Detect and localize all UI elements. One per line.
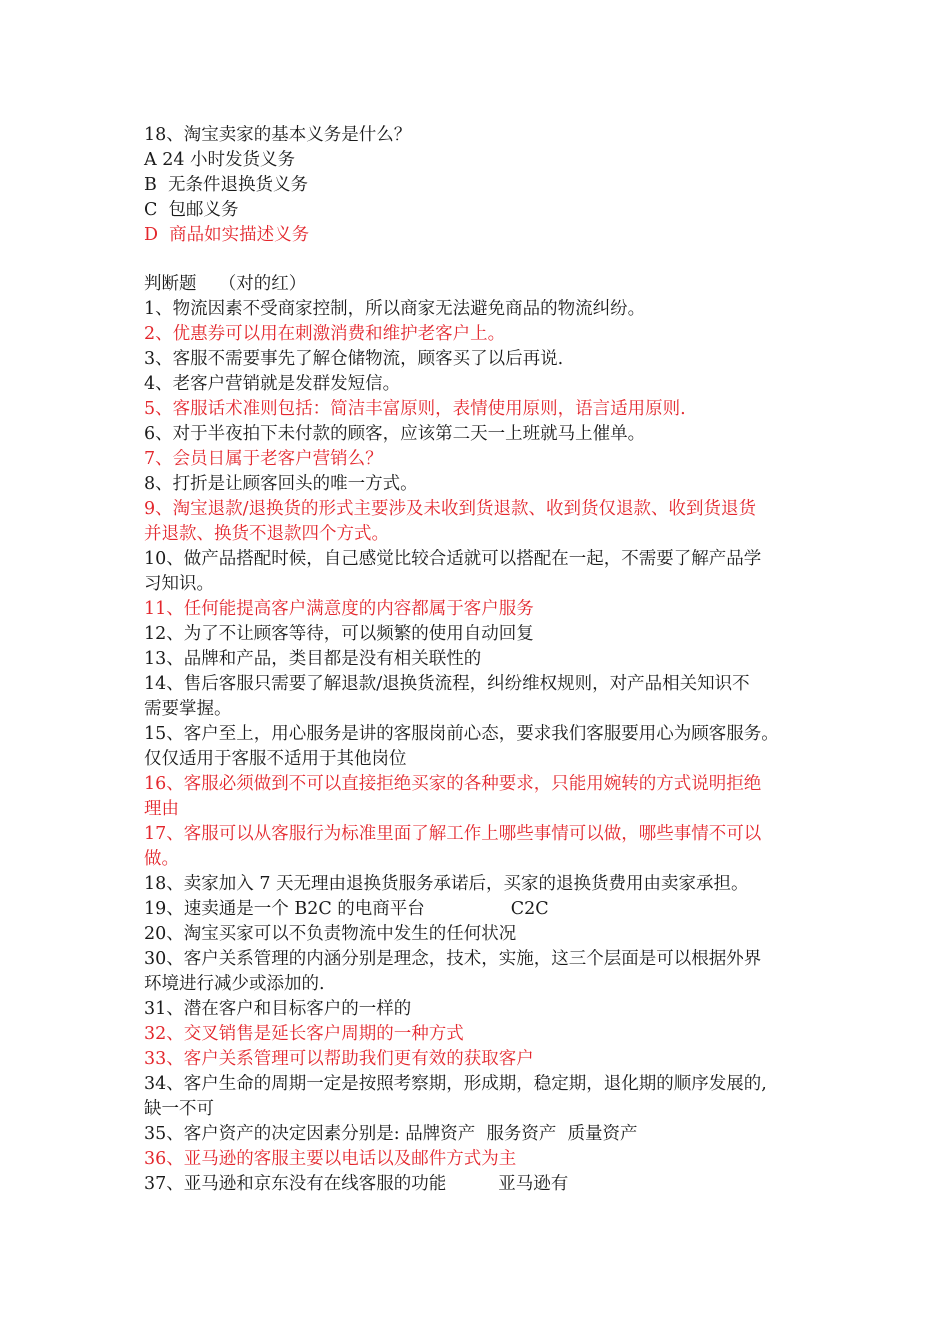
judgment-text: 7、会员日属于老客户营销么？ — [144, 449, 383, 469]
judgment-line — [144, 322, 816, 347]
judgment-text: 15、客户至上，用心服务是讲的客服岗前心态，要求我们客服要用心为顾客服务。 — [144, 724, 779, 744]
judgment-line — [144, 772, 816, 797]
answer-option: D 商品如实描述义务 — [144, 225, 310, 245]
question-18-block — [144, 123, 816, 248]
answer-option: A 24 小时发货义务 — [144, 150, 296, 170]
judgment-line — [144, 747, 816, 772]
judgment-text: 环境进行减少或添加的. — [144, 974, 325, 994]
judgment-line — [144, 722, 816, 747]
answer-option: C 包邮义务 — [144, 200, 239, 220]
judgment-text: 需要掌握。 — [144, 699, 232, 719]
judgment-text: 17、客服可以从客服行为标准里面了解工作上哪些事情可以做，哪些事情不可以 — [144, 824, 762, 844]
section-gap — [144, 248, 816, 272]
judgment-line — [144, 1072, 816, 1097]
judgment-text: 3、客服不需要事先了解仓储物流，顾客买了以后再说. — [144, 349, 564, 369]
judgment-line — [144, 1097, 816, 1122]
judgment-text: 16、客服必须做到不可以直接拒绝买家的各种要求，只能用婉转的方式说明拒绝 — [144, 774, 762, 794]
judgment-text: 12、为了不让顾客等待，可以频繁的使用自动回复 — [144, 624, 534, 644]
judgment-text: 并退款、换货不退款四个方式。 — [144, 524, 389, 544]
judgment-line — [144, 447, 816, 472]
judgment-line — [144, 1122, 816, 1147]
judgment-line — [144, 947, 816, 972]
judgment-text: 8、打折是让顾客回头的唯一方式。 — [144, 474, 418, 494]
judgment-line — [144, 347, 816, 372]
judgment-section — [144, 272, 816, 1197]
judgment-line — [144, 397, 816, 422]
judgment-text: 习知识。 — [144, 574, 214, 594]
judgment-line — [144, 872, 816, 897]
judgment-text: 30、客户关系管理的内涵分别是理念，技术，实施，这三个层面是可以根据外界 — [144, 949, 762, 969]
judgment-text: 4、老客户营销就是发群发短信。 — [144, 374, 401, 394]
judgment-line — [144, 822, 816, 847]
judgment-line — [144, 647, 816, 672]
judgment-text: 2、优惠券可以用在刺激消费和维护老客户上。 — [144, 324, 506, 344]
judgment-line — [144, 1047, 816, 1072]
judgment-text: 33、客户关系管理可以帮助我们更有效的获取客户 — [144, 1049, 534, 1069]
judgment-line — [144, 972, 816, 997]
judgment-line — [144, 547, 816, 572]
judgment-text: 理由 — [144, 799, 179, 819]
judgment-line — [144, 897, 816, 922]
judgment-text: 仅仅适用于客服不适用于其他岗位 — [144, 749, 407, 769]
judgment-text: 19、速卖通是一个 B2C 的电商平台 — [144, 899, 425, 919]
judgment-text: 36、亚马逊的客服主要以电话以及邮件方式为主 — [144, 1149, 517, 1169]
judgment-line — [144, 372, 816, 397]
judgment-list — [144, 297, 816, 1197]
judgment-line — [144, 597, 816, 622]
judgment-line — [144, 622, 816, 647]
judgment-line — [144, 1172, 816, 1197]
judgment-text: 6、对于半夜拍下未付款的顾客，应该第二天一上班就马上催单。 — [144, 424, 646, 444]
judgment-line — [144, 672, 816, 697]
judgment-text: 31、潜在客户和目标客户的一样的 — [144, 999, 412, 1019]
judgment-text: 10、做产品搭配时候，自己感觉比较合适就可以搭配在一起，不需要了解产品学 — [144, 549, 762, 569]
judgment-text: 14、售后客服只需要了解退款/退换货流程，纠纷维权规则，对产品相关知识不 — [144, 674, 750, 694]
handwritten-note: 亚马逊有 — [498, 1174, 569, 1194]
question-stem: 18、淘宝卖家的基本义务是什么？ — [144, 125, 412, 145]
judgment-line — [144, 1022, 816, 1047]
judgment-text: 11、任何能提高客户满意度的内容都属于客户服务 — [144, 599, 534, 619]
judgment-text: 做。 — [144, 849, 179, 869]
judgment-line — [144, 1147, 816, 1172]
judgment-text: 缺一不可 — [144, 1099, 214, 1119]
judgment-line — [144, 472, 816, 497]
answer-options — [144, 148, 816, 248]
section-heading: 判断题 （对的红） — [144, 274, 307, 294]
judgment-line — [144, 522, 816, 547]
judgment-text: 1、物流因素不受商家控制，所以商家无法避免商品的物流纠纷。 — [144, 299, 646, 319]
judgment-text: 37、亚马逊和京东没有在线客服的功能 — [144, 1174, 447, 1194]
judgment-text: 18、卖家加入 7 天无理由退换货服务承诺后，买家的退换货费用由卖家承担。 — [144, 874, 749, 894]
judgment-line — [144, 997, 816, 1022]
judgment-line — [144, 422, 816, 447]
judgment-text: 35、客户资产的决定因素分别是: 品牌资产 服务资产 质量资产 — [144, 1124, 638, 1144]
judgment-text: 5、客服话术准则包括：简洁丰富原则，表情使用原则，语言适用原则. — [144, 399, 686, 419]
handwritten-note: C2C — [510, 899, 549, 919]
document-page — [144, 123, 816, 1197]
judgment-line — [144, 847, 816, 872]
judgment-text: 9、淘宝退款/退换货的形式主要涉及未收到货退款、收到货仅退款、收到货退货 — [144, 499, 757, 519]
judgment-text: 34、客户生命的周期一定是按照考察期，形成期，稳定期，退化期的顺序发展的, — [144, 1074, 767, 1094]
judgment-line — [144, 497, 816, 522]
judgment-line — [144, 922, 816, 947]
judgment-text: 20、淘宝买家可以不负责物流中发生的任何状况 — [144, 924, 517, 944]
judgment-line — [144, 797, 816, 822]
judgment-text: 32、交叉销售是延长客户周期的一种方式 — [144, 1024, 464, 1044]
judgment-line — [144, 297, 816, 322]
judgment-line — [144, 572, 816, 597]
judgment-text: 13、品牌和产品，类目都是没有相关联性的 — [144, 649, 482, 669]
judgment-line — [144, 697, 816, 722]
answer-option: B 无条件退换货义务 — [144, 175, 308, 195]
